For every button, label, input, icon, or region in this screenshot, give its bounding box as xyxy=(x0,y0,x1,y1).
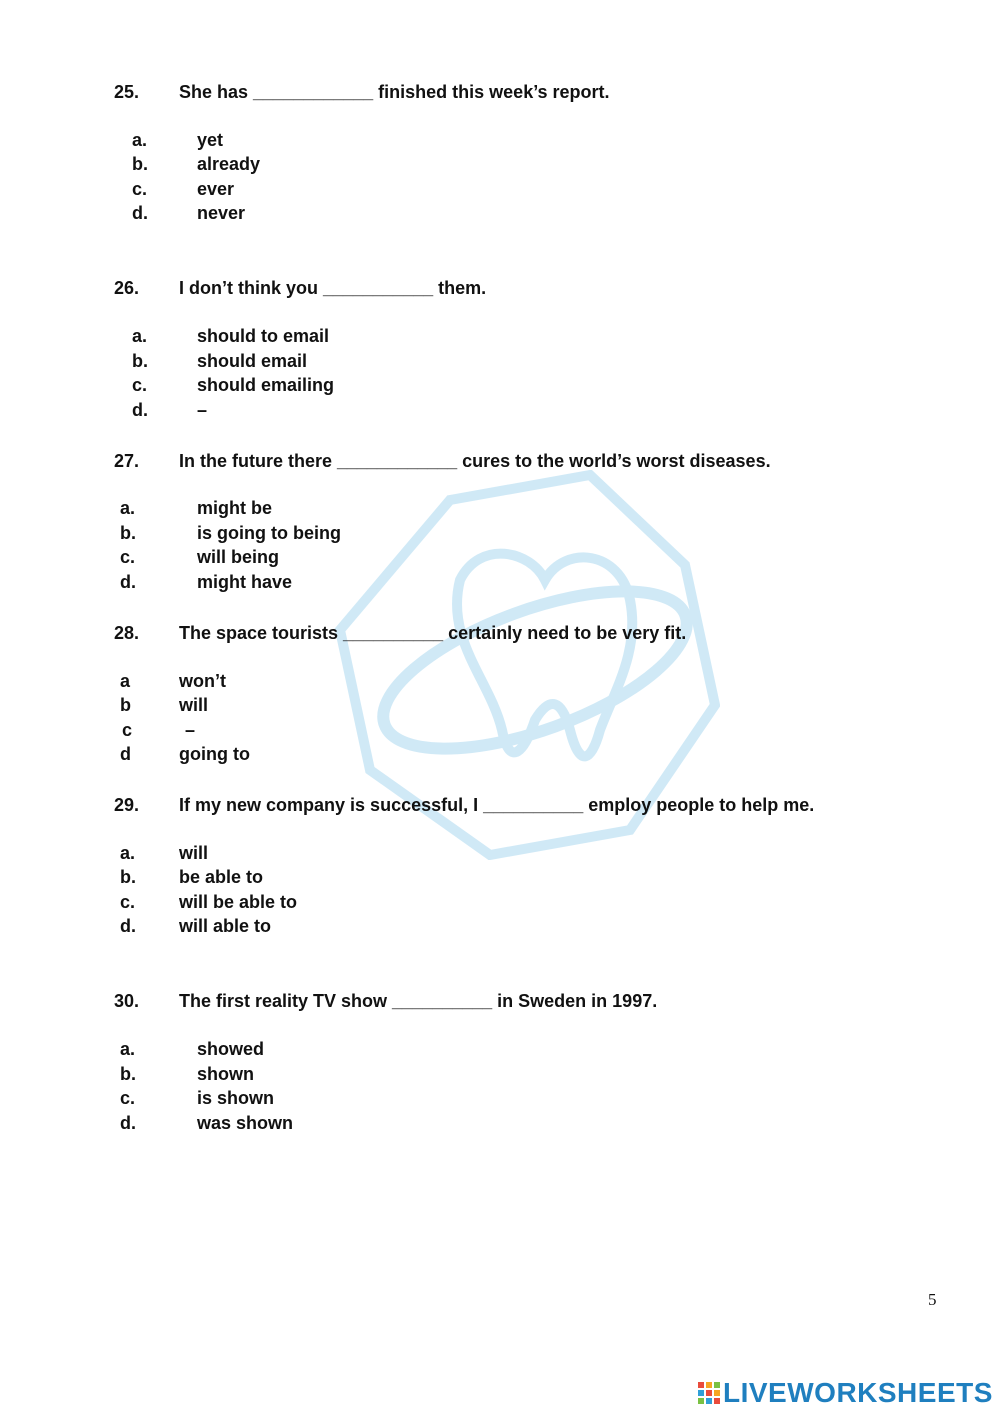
option-letter: b. xyxy=(132,351,148,371)
option-text: already xyxy=(197,154,261,174)
option-text: – xyxy=(185,720,196,740)
option-letter: d. xyxy=(132,203,148,223)
option-text: should emailing xyxy=(197,375,335,395)
option-text: is going to being xyxy=(197,523,341,543)
option-text: should email xyxy=(197,351,308,371)
question-number: 30. xyxy=(114,991,140,1011)
question-number: 28. xyxy=(114,623,140,643)
option-text: never xyxy=(197,203,246,223)
option-letter: d. xyxy=(132,400,148,420)
option-letter: d. xyxy=(120,1113,136,1133)
option-text: will xyxy=(179,695,209,715)
option-text: be able to xyxy=(179,867,264,887)
page-number: 5 xyxy=(928,1290,937,1309)
liveworksheets-grid-icon xyxy=(698,1382,720,1404)
option-letter: a xyxy=(120,671,131,691)
question-number: 27. xyxy=(114,451,140,471)
option-text: was shown xyxy=(197,1113,294,1133)
option-letter: d. xyxy=(120,572,136,592)
option-letter: c xyxy=(122,720,133,740)
question-number: 26. xyxy=(114,278,140,298)
option-letter: b. xyxy=(120,867,136,887)
option-text: will being xyxy=(197,547,280,567)
option-text: might be xyxy=(197,498,272,518)
option-text: won’t xyxy=(179,671,226,691)
question-number: 29. xyxy=(114,795,140,815)
option-letter: c. xyxy=(120,892,136,912)
option-letter: d. xyxy=(120,916,136,936)
question-text: The first reality TV show __________ in Sweden in 1997. xyxy=(179,991,658,1011)
question-text: If my new company is successful, I __________ employ people to help me. xyxy=(179,795,815,815)
question-text: She has ____________ finished this week’s report. xyxy=(179,82,610,102)
option-letter: c. xyxy=(120,1088,136,1108)
option-letter: a. xyxy=(120,498,136,518)
option-letter: a. xyxy=(120,843,136,863)
option-letter: b. xyxy=(120,1064,136,1084)
option-text: should to email xyxy=(197,326,330,346)
option-text: ever xyxy=(197,179,235,199)
question-number: 25. xyxy=(114,82,140,102)
option-letter: d xyxy=(120,744,131,764)
option-text: is shown xyxy=(197,1088,275,1108)
option-letter: a. xyxy=(120,1039,136,1059)
option-text: going to xyxy=(179,744,250,764)
option-letter: c. xyxy=(132,179,148,199)
option-letter: b. xyxy=(132,154,148,174)
option-letter: a. xyxy=(132,130,148,150)
option-letter: c. xyxy=(132,375,148,395)
option-text: showed xyxy=(197,1039,265,1059)
option-letter: a. xyxy=(132,326,148,346)
brand-name: LIVEWORKSHEETS xyxy=(723,1377,993,1408)
question-text: I don’t think you ___________ them. xyxy=(179,278,487,298)
option-letter: b xyxy=(120,695,131,715)
question-text: In the future there ____________ cures to the world’s worst diseases. xyxy=(179,451,771,471)
option-text: will be able to xyxy=(179,892,298,912)
question-text: The space tourists __________ certainly need to be very fit. xyxy=(179,623,687,643)
option-letter: c. xyxy=(120,547,136,567)
option-letter: b. xyxy=(120,523,136,543)
option-text: yet xyxy=(197,130,224,150)
option-text: will xyxy=(179,843,209,863)
option-text: might have xyxy=(197,572,293,592)
option-text: shown xyxy=(197,1064,254,1084)
option-text: – xyxy=(197,400,208,420)
liveworksheets-logo[interactable] xyxy=(698,1376,993,1410)
option-text: will able to xyxy=(179,916,272,936)
